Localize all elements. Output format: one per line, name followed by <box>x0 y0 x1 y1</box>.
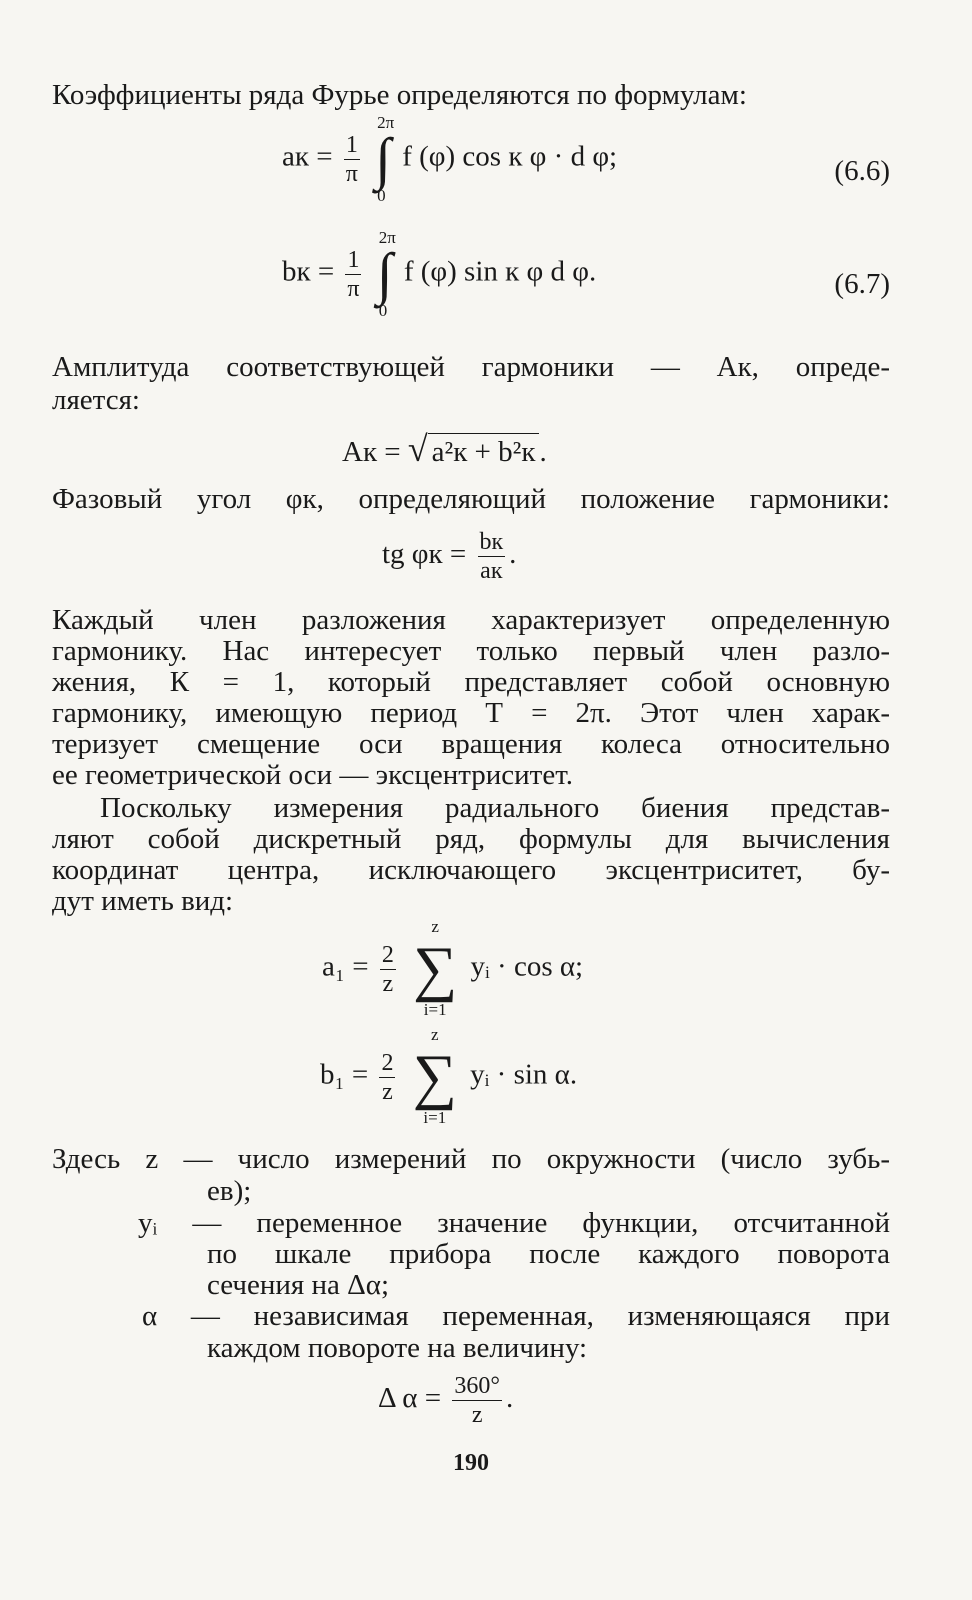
integral-sign: ∫ 2π 0 <box>376 228 396 320</box>
document-page <box>52 0 890 1600</box>
paragraph-line: ляют собой дискретный ряд, формулы для вычисления <box>52 823 890 855</box>
formula-lhs: bк = <box>282 255 335 288</box>
formula-body: f (φ) sin к φ d φ. <box>403 255 597 288</box>
amplitude-text-cont: ляется: <box>52 384 140 416</box>
definition-y-cont: сечения на Δα; <box>207 1269 390 1301</box>
formula-b1: b₁ = $\frac{2}{z}$ ∑ z i=1 yᵢ · sin α. <box>320 1025 578 1127</box>
formula-delta-alpha: Δ α = $\frac{360^\circ}{z}$ . <box>378 1373 514 1428</box>
sqrt-sign: √ <box>407 429 428 469</box>
paragraph-line: жения, К = 1, который представляет собой основную <box>52 666 890 698</box>
formula-6-6 <box>282 113 618 205</box>
equation-number: (6.6) <box>834 155 890 187</box>
paragraph-line: гармонику, имеющую период Т = 2π. Этот член харак- <box>52 697 890 729</box>
formula-a1: a₁ = $\frac{2}{z}$ ∑ z i=1 yᵢ · cos α; <box>322 917 584 1019</box>
paragraph-line: координат центра, исключающего эксцентриситет, бу- <box>52 854 890 886</box>
fraction: $\frac{1}{\pi}$ <box>345 131 358 187</box>
phase-text: Фазовый угол φк, определяющий положение гармоники: <box>52 483 890 515</box>
paragraph-line: теризует смещение оси вращения колеса относительно <box>52 728 890 760</box>
integral-sign: ∫ 2π 0 <box>375 113 395 205</box>
page-number: 190 <box>453 1450 489 1476</box>
paragraph-line: гармонику. Нас интересует только первый член разло- <box>52 635 890 667</box>
amplitude-formula: Ак = √ a²к + b²к . <box>342 429 547 469</box>
definition-alpha-cont: каждом повороте на величину: <box>207 1332 588 1364</box>
definition-y: yᵢ — переменное значение функции, отсчитанной <box>138 1207 890 1239</box>
paragraph-line: ее геометрической оси — эксцентриситет. <box>52 759 573 791</box>
paragraph-line: дут иметь вид: <box>52 885 234 917</box>
intro-text: Коэффициенты ряда Фурье определяются по формулам: <box>52 79 747 111</box>
equation-number: (6.7) <box>834 268 890 300</box>
definition-y-cont: по шкале прибора после каждого поворота <box>207 1238 890 1270</box>
fraction: $\frac{1}{\pi}$ <box>347 246 360 302</box>
formula-6-7 <box>282 228 597 320</box>
definition-z: Здесь z — число измерений по окружности (число зубь- <box>52 1143 890 1175</box>
amplitude-text: Амплитуда соответствующей гармоники — Ак, опреде- <box>52 351 890 383</box>
formula-lhs: aк = <box>282 140 333 173</box>
paragraph-line: Поскольку измерения радиального биения представ- <box>100 792 890 824</box>
definition-z-cont: ев); <box>207 1175 252 1207</box>
formula-body: f (φ) cos к φ · d φ; <box>402 140 618 173</box>
paragraph-line: Каждый член разложения характеризует определенную <box>52 604 890 636</box>
definition-alpha: α — независимая переменная, изменяющаяся при <box>142 1300 890 1332</box>
phase-formula: tg φк = $\frac{bк}{aк}$ . <box>382 529 517 584</box>
sum-sign: ∑ z i=1 <box>412 1025 457 1127</box>
sum-sign: ∑ z i=1 <box>413 917 458 1019</box>
